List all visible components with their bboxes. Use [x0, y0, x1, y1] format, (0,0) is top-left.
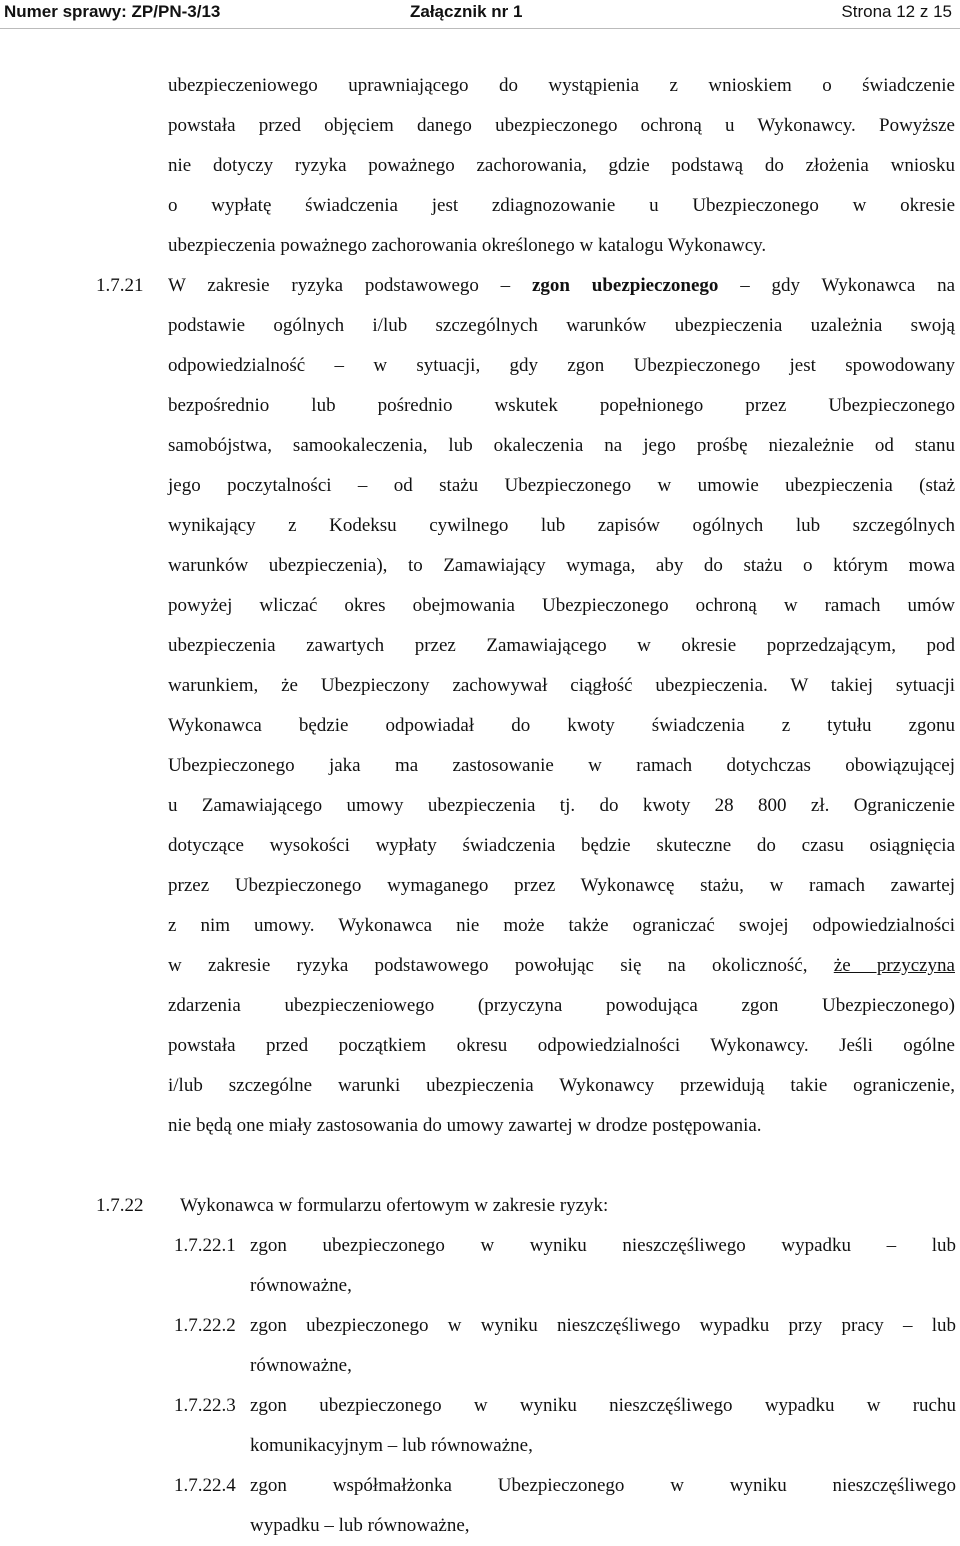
- text-line: u Zamawiającego umowy ubezpieczenia tj. do kwoty 28 800 zł. Ograniczenie: [168, 795, 955, 816]
- text-fragment: – gdy Wykonawca na: [740, 275, 956, 296]
- text-line: i/lub szczególne warunki ubezpieczenia Wykonawcy przewidują takie ograniczenie,: [168, 1075, 955, 1096]
- text-line: o wypłatę świadczenia jest zdiagnozowanie u Ubezpieczonego w okresie: [168, 195, 955, 216]
- text-line: ubezpieczenia zawartych przez Zamawiającego w okresie poprzedzającym, pod: [168, 635, 955, 656]
- subitem-text: zgon ubezpieczonego w wyniku nieszczęśliwego wypadku przy pracy – lub: [250, 1315, 956, 1336]
- subitem-text: zgon ubezpieczonego w wyniku nieszczęśliwego wypadku – lub: [250, 1235, 956, 1256]
- text-line: bezpośrednio lub pośrednio wskutek popełnionego przez Ubezpieczonego: [168, 395, 955, 416]
- text-line: dotyczące wysokości wypłaty świadczenia będzie skuteczne do czasu osiągnięcia: [168, 835, 955, 856]
- text-line: nie będą one miały zastosowania do umowy zawartej w drodze postępowania.: [168, 1115, 762, 1136]
- text-line: jego poczytalności – od stażu Ubezpieczonego w umowie ubezpieczenia (staż: [168, 475, 955, 496]
- text-line: nie dotyczy ryzyka poważnego zachorowania, gdzie podstawą do złożenia wniosku: [168, 155, 955, 176]
- text-line-underline: [168, 946, 955, 986]
- subitem-text-cont: wypadku – lub równoważne,: [250, 1515, 470, 1536]
- text-line: przez Ubezpieczonego wymaganego przez Wykonawcę stażu, w ramach zawartej: [168, 875, 955, 896]
- subitem-3: [174, 1386, 956, 1466]
- item-number-1721: 1.7.21: [96, 275, 144, 296]
- text-line: Wykonawca będzie odpowiadał do kwoty świadczenia z tytułu zgonu: [168, 715, 955, 736]
- subitem-text: zgon współmałżonka Ubezpieczonego w wyniku nieszczęśliwego: [250, 1475, 956, 1496]
- text-line: z nim umowy. Wykonawca nie może także ograniczać swojej odpowiedzialności: [168, 915, 955, 936]
- text-line: powyżej wliczać okres obejmowania Ubezpieczonego ochroną w ramach umów: [168, 595, 955, 616]
- text-line: ubezpieczenia poważnego zachorowania określonego w katalogu Wykonawcy.: [168, 235, 767, 256]
- text-line: Ubezpieczonego jaka ma zastosowanie w ramach dotychczas obowiązującej: [168, 755, 955, 776]
- text-line: powstała przed objęciem danego ubezpieczonego ochroną u Wykonawcy. Powyższe: [168, 115, 955, 136]
- item-1722-text: Wykonawca w formularzu ofertowym w zakresie ryzyk:: [180, 1195, 609, 1216]
- attachment-label: Załącznik nr 1: [410, 2, 523, 21]
- text-line-first: [168, 266, 955, 306]
- subitem-text-cont: komunikacyjnym – lub równoważne,: [250, 1435, 533, 1456]
- page-header: [0, 0, 960, 29]
- text-line: podstawie ogólnych i/lub szczególnych warunków ubezpieczenia uzależnia swoją: [168, 315, 955, 336]
- text-line: warunków ubezpieczenia), to Zamawiający wymaga, aby do stażu o którym mowa: [168, 555, 955, 576]
- text-line: samobójstwa, samookaleczenia, lub okaleczenia na jego prośbę niezależnie od stanu: [168, 435, 955, 456]
- subitem-text: zgon ubezpieczonego w wyniku nieszczęśliwego wypadku w ruchu: [250, 1395, 956, 1416]
- text-line: wynikający z Kodeksu cywilnego lub zapisów ogólnych lub szczególnych: [168, 515, 955, 536]
- item-number-1722: 1.7.22: [96, 1195, 144, 1216]
- item-1721-paragraph: [168, 266, 955, 1146]
- continuation-paragraph: [168, 66, 955, 266]
- subitem-2: [174, 1306, 956, 1386]
- subitem-text-cont: równoważne,: [250, 1275, 352, 1296]
- bold-term: zgon ubezpieczonego: [531, 275, 719, 296]
- text-fragment: W zakresie ryzyka podstawowego –: [168, 275, 511, 296]
- subitem-text-cont: równoważne,: [250, 1355, 352, 1376]
- text-line: odpowiedzialność – w sytuacji, gdy zgon Ubezpieczonego jest spowodowany: [168, 355, 955, 376]
- text-line: ubezpieczeniowego uprawniającego do wystąpienia z wnioskiem o świadczenie: [168, 75, 955, 96]
- text-line: zdarzenia ubezpieczeniowego (przyczyna powodująca zgon Ubezpieczonego): [168, 995, 955, 1016]
- case-number: Numer sprawy: ZP/PN-3/13: [4, 2, 221, 21]
- subitem-1: [174, 1226, 956, 1306]
- text-line: powstała przed początkiem okresu odpowiedzialności Wykonawcy. Jeśli ogólne: [168, 1035, 955, 1056]
- subitem-4: [174, 1466, 956, 1546]
- underlined-text: że przyczyna: [833, 955, 955, 976]
- page-indicator: Strona 12 z 15: [841, 2, 952, 21]
- subitem-number: 1.7.22.2: [174, 1315, 236, 1336]
- subitem-number: 1.7.22.4: [174, 1475, 236, 1496]
- subitem-number: 1.7.22.3: [174, 1395, 236, 1416]
- text-fragment: w zakresie ryzyka podstawowego powołując się na okoliczność,: [168, 955, 808, 976]
- subitem-number: 1.7.22.1: [174, 1235, 236, 1256]
- text-line: warunkiem, że Ubezpieczony zachowywał ciągłość ubezpieczenia. W takiej sytuacji: [168, 675, 955, 696]
